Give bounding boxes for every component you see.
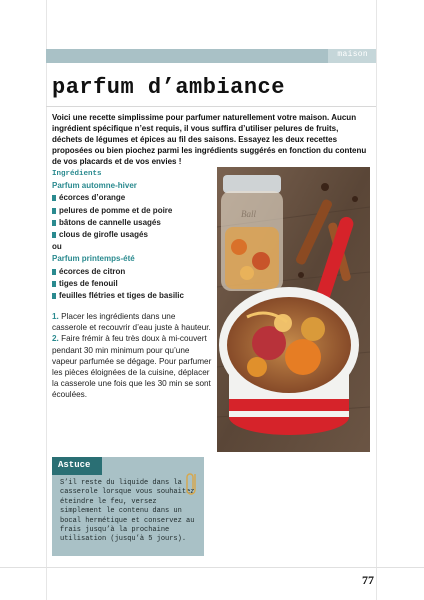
page-title: parfum d’ambiance — [52, 75, 285, 100]
svg-text:Ball: Ball — [241, 209, 256, 219]
recipe-photo — [217, 167, 370, 452]
tip-text: S’il reste du liquide dans la casserole lorsque vous souhaitez éteindre le feu, versez simplement le contenu dans un bocal hermétique et conservez au frais jusqu’à la prochaine utilisation (jusqu’à 5 jours). — [60, 479, 195, 544]
steps-block — [52, 311, 212, 401]
step-text: Faire frémir à feu très doux à mi-couvert pendant 30 min minimum pour qu’une vapeur parfumée se dégage. Pour parfumer les pièces éloignées de la cuisine, déplacer la casserole une fois que les 30 min se sont écoulées. — [52, 334, 212, 400]
step-number: 2. — [52, 334, 59, 344]
ingredient-item: tiges de fenouil — [52, 278, 212, 290]
step-1 — [52, 311, 212, 333]
step-text: Placer les ingrédients dans une casserole et recouvrir d’eau juste à hauteur. — [52, 312, 211, 333]
ingredient-item: écorces d’orange — [52, 192, 212, 204]
ingredient-item: écorces de citron — [52, 266, 212, 278]
ingredients-block — [52, 168, 212, 302]
ingredient-item: clous de girofle usagés — [52, 229, 212, 241]
autumn-label: Parfum automne-hiver — [52, 181, 137, 191]
header-band-dark — [46, 49, 328, 63]
ingredients-separator: ou — [52, 242, 62, 252]
step-2 — [52, 333, 212, 400]
tip-box — [52, 457, 204, 556]
page-number: 77 — [362, 573, 374, 587]
section-label: maison — [337, 50, 368, 59]
photo-illustration — [217, 167, 370, 452]
tip-title: Astuce — [58, 460, 91, 470]
tip-header — [52, 457, 102, 475]
header-band — [46, 49, 376, 63]
left-margin-line — [46, 0, 47, 600]
ingredients-heading: Ingrédients — [52, 170, 102, 178]
right-margin-line — [376, 0, 377, 600]
footer-divider — [0, 567, 424, 568]
ingredient-item: pelures de pomme et de poire — [52, 205, 212, 217]
ingredient-item: feuilles flétries et tiges de basilic — [52, 290, 212, 302]
spring-label: Parfum printemps-été — [52, 254, 135, 264]
ingredient-item: bâtons de cannelle usagés — [52, 217, 212, 229]
title-divider — [46, 106, 376, 107]
step-number: 1. — [52, 312, 59, 321]
paperclip-icon — [184, 470, 200, 498]
intro-paragraph: Voici une recette simplissime pour parfumer naturellement votre maison. Aucun ingrédient spécifique n’est requis, il vous suffira d’utiliser pelures de fruits, déchets de légumes et épices au fil des saisons. Essayez les deux recettes proposées ou bien piochez parmi les ingrédients suggérés en fonction du contenu de vos placards et de vos envies ! — [52, 113, 367, 166]
